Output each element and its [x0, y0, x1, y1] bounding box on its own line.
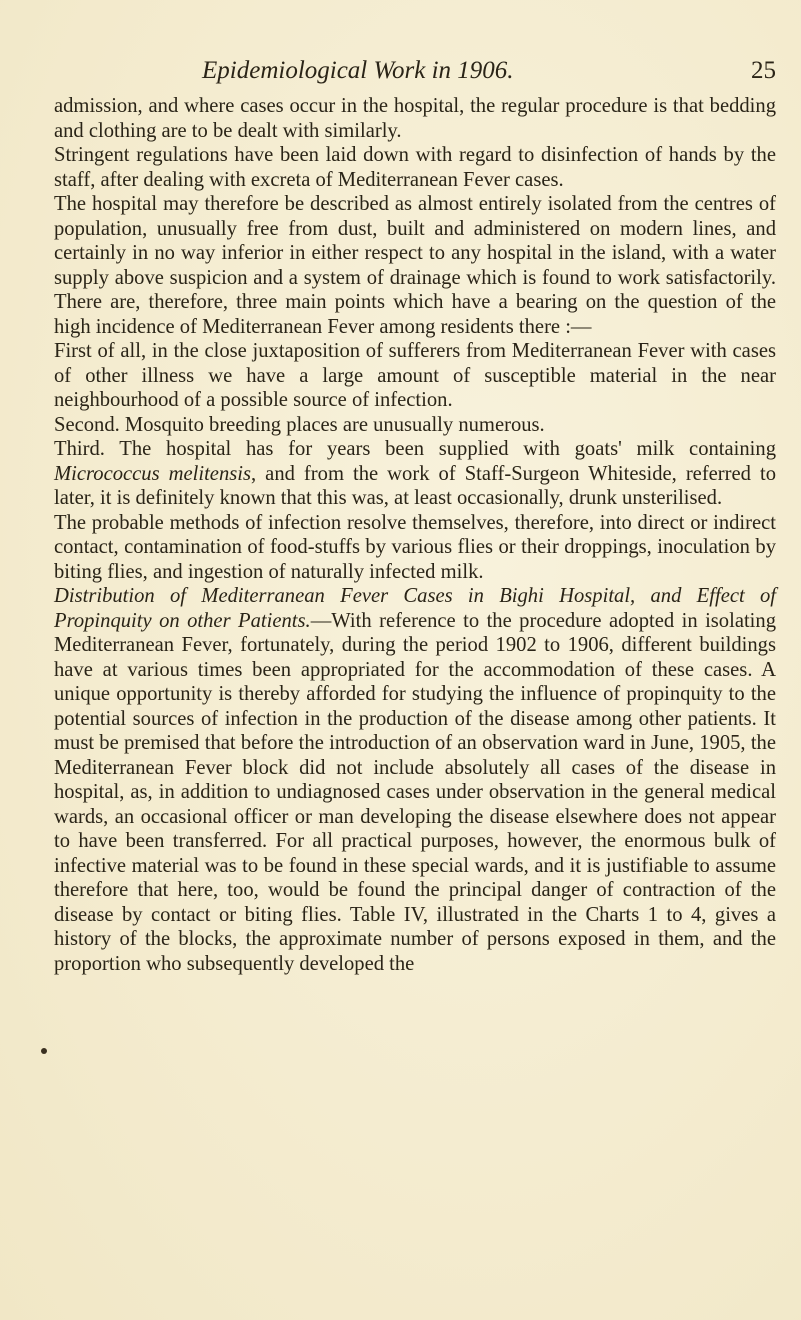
section-heading: Distribution of Mediterranean Fever Cases in Bighi Hospital, and Effect of Propinquity on other Patients.	[54, 585, 776, 632]
book-page	[54, 0, 776, 1320]
body-text	[54, 94, 776, 976]
third-point-pre: Third. The hospital has for years been supplied with goats' milk containing	[54, 438, 776, 460]
paragraph-disinfection: Stringent regulations have been laid down with regard to disinfection of hands by the staff, after dealing with excreta of Mediterranean Fever cases.	[54, 144, 776, 191]
paragraph-distribution	[54, 584, 776, 976]
paragraph-infection-methods: The probable methods of infection resolve themselves, therefore, into direct or indirect contact, contamination of food-stuffs by various flies or their droppings, inoculation by biting flies, and ingestion of naturally infected milk.	[54, 511, 776, 583]
organism-name: Micrococcus melitensis	[54, 462, 251, 485]
paragraph-admission: admission, and where cases occur in the hospital, the regular procedure is that bedding and clothing are to be dealt with similarly.	[54, 95, 776, 142]
paragraph-third-point	[54, 437, 776, 511]
paragraph-second-point: Second. Mosquito breeding places are unusually numerous.	[54, 413, 545, 436]
paragraph-hospital-description: The hospital may therefore be described as almost entirely isolated from the centres of population, unusually free from dust, built and administered on modern lines, and certainly in no way inferior in either respect to any hospital in the island, with a water supply above suspicion and a system of drainage which is found to work satisfactorily. There are, therefore, three main points which have a bearing on the question of the high incidence of Mediterranean Fever among residents there :—	[54, 193, 776, 338]
running-header	[202, 54, 776, 88]
distribution-text: —With reference to the procedure adopted in isolating Mediterranean Fever, fortunately, during the period 1902 to 1906, different buildings have at various times been appropriated for the accommodation of these cases. A unique opportunity is thereby afforded for studying the influence of propinquity to the potential sources of infection in the production of the disease among other patients. It must be premised that before the introduction of an observation ward in June, 1905, the Mediterranean Fever block did not include absolutely all cases of the disease in hospital, as, in addition to undiagnosed cases under observation in the general medical wards, an occasional officer or man developing the disease elsewhere does not appear to have been transferred. For all practical purposes, however, the enormous bulk of infective material was to be found in these special wards, and it is justifiable to assume therefore that here, too, would be found the principal danger of contraction of the disease by contact or biting flies. Table IV, illustrated in the Charts 1 to 4, gives a history of the blocks, the approximate number of persons exposed in them, and the proportion who subsequently developed the	[54, 609, 776, 975]
paragraph-first-point: First of all, in the close juxtaposition of sufferers from Mediterranean Fever with cases of other illness we have a large amount of susceptible material in the near neighbourhood of a possible source of infection.	[54, 340, 776, 411]
margin-dot-mark	[41, 1048, 47, 1054]
running-title: Epidemiological Work in 1906.	[202, 57, 514, 84]
third-point-post: , and from the work of Staff-Surgeon Whiteside, referred to later, it is definitely known that this was, at least occasionally, drunk unsterilised.	[54, 462, 777, 509]
page-number: 25	[751, 57, 776, 84]
